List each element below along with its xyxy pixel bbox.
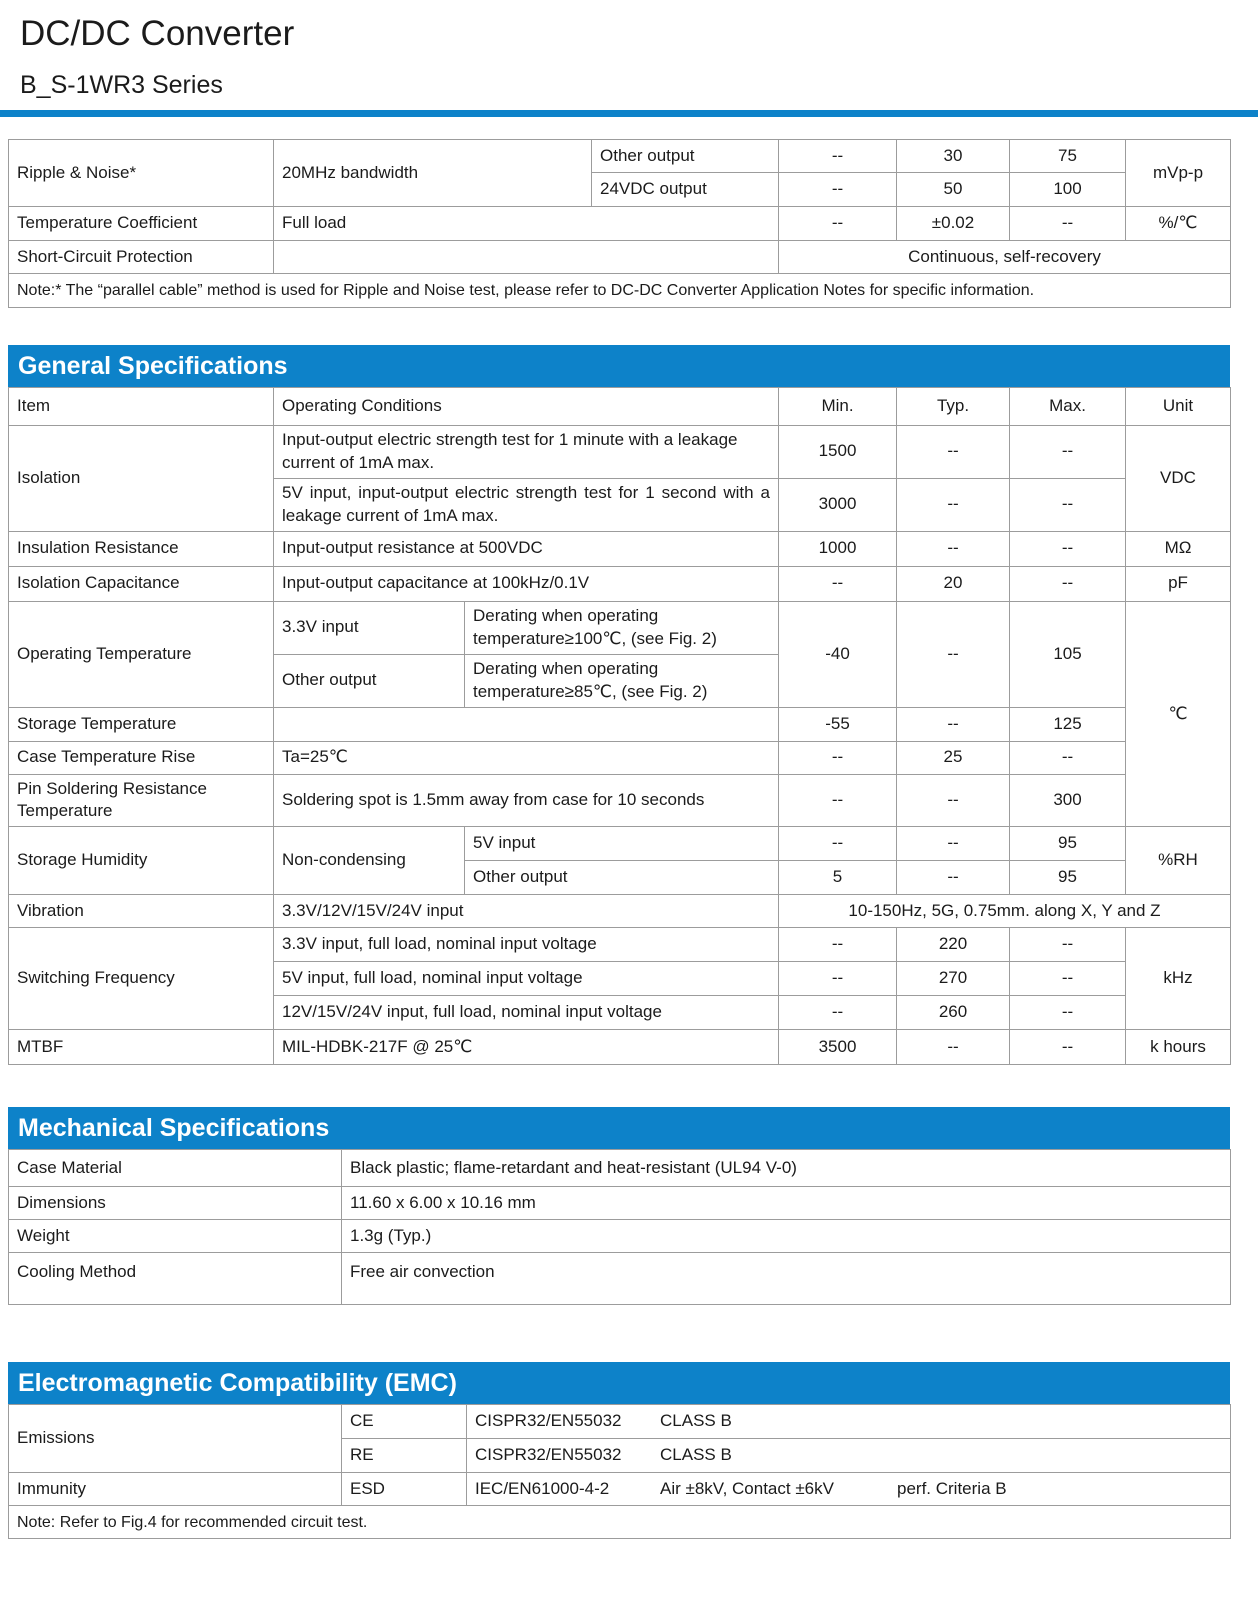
spec-item-storage-humidity: Storage Humidity [9, 827, 274, 895]
min-value: -- [779, 173, 897, 207]
min-value: -- [779, 827, 897, 861]
spec-condition: Derating when operating temperature≥100℃, (see Fig. 2) [465, 601, 779, 654]
ripple-noise-table [8, 139, 1231, 308]
spec-item-short-circuit: Short-Circuit Protection [9, 241, 274, 274]
emc-criteria: perf. Criteria B [897, 1478, 1007, 1498]
table-row [9, 426, 1231, 479]
spec-condition: Full load [274, 207, 779, 241]
max-value: 125 [1010, 707, 1126, 741]
spec-item-operating-temperature: Operating Temperature [9, 601, 274, 707]
min-value: -- [779, 140, 897, 173]
column-header-unit: Unit [1126, 388, 1231, 426]
max-value: -- [1010, 426, 1126, 479]
spec-condition [274, 707, 779, 741]
table-note: Note: Refer to Fig.4 for recommended circuit test. [9, 1506, 1231, 1539]
general-specifications-table [8, 387, 1231, 1065]
min-value: -- [779, 741, 897, 774]
unit-value: %RH [1126, 827, 1231, 895]
min-value: -40 [779, 601, 897, 707]
typ-value: -- [897, 426, 1010, 479]
merged-value: 10-150Hz, 5G, 0.75mm. along X, Y and Z [779, 895, 1231, 928]
typ-value: 260 [897, 996, 1010, 1030]
table-header-row [9, 388, 1231, 426]
spec-item-temp-coefficient: Temperature Coefficient [9, 207, 274, 241]
max-value: 105 [1010, 601, 1126, 707]
emc-standard: IEC/EN61000-4-2 [475, 1478, 610, 1498]
spec-condition: Input-output capacitance at 100kHz/0.1V [274, 566, 779, 601]
merged-value: Continuous, self-recovery [779, 241, 1231, 274]
page-title: DC/DC Converter [20, 14, 295, 53]
unit-value: %/℃ [1126, 207, 1231, 241]
unit-value-celsius: ℃ [1126, 601, 1231, 827]
table-note: Note:* The “parallel cable” method is used for Ripple and Noise test, please refer to DC-DC Converter Application Notes for specific information. [9, 274, 1231, 308]
spec-condition: MIL-HDBK-217F @ 25℃ [274, 1030, 779, 1065]
spec-item-emissions: Emissions [9, 1405, 342, 1473]
spec-condition: Ta=25℃ [274, 741, 779, 774]
table-row [9, 1220, 1231, 1253]
spec-subcondition: 5V input [465, 827, 779, 861]
max-value: 95 [1010, 861, 1126, 895]
column-header-item: Item [9, 388, 274, 426]
spec-item-case-temperature-rise: Case Temperature Rise [9, 741, 274, 774]
spec-item-storage-temperature: Storage Temperature [9, 707, 274, 741]
typ-value: -- [897, 774, 1010, 827]
max-value: -- [1010, 531, 1126, 566]
spec-item-ripple-noise: Ripple & Noise* [9, 140, 274, 207]
max-value: -- [1010, 741, 1126, 774]
spec-item-vibration: Vibration [9, 895, 274, 928]
spec-value: Black plastic; flame-retardant and heat-resistant (UL94 V-0) [342, 1150, 1231, 1187]
min-value: -55 [779, 707, 897, 741]
spec-condition: 12V/15V/24V input, full load, nominal input voltage [274, 996, 779, 1030]
spec-item-cooling-method: Cooling Method [9, 1253, 342, 1305]
spec-condition [274, 241, 779, 274]
unit-value: kHz [1126, 928, 1231, 1030]
spec-item-isolation-capacitance: Isolation Capacitance [9, 566, 274, 601]
emc-test-type: CE [342, 1405, 467, 1439]
typ-value: -- [897, 531, 1010, 566]
spec-item-immunity: Immunity [9, 1473, 342, 1506]
table-row [9, 895, 1231, 928]
typ-value: ±0.02 [897, 207, 1010, 241]
max-value: -- [1010, 566, 1126, 601]
table-row [9, 274, 1231, 308]
table-row [9, 928, 1231, 962]
min-value: -- [779, 928, 897, 962]
series-subtitle: B_S-1WR3 Series [20, 71, 223, 99]
spec-condition: Soldering spot is 1.5mm away from case for 10 seconds [274, 774, 779, 827]
max-value: 300 [1010, 774, 1126, 827]
typ-value: -- [897, 1030, 1010, 1065]
typ-value: 270 [897, 962, 1010, 996]
typ-value: 50 [897, 173, 1010, 207]
unit-value: k hours [1126, 1030, 1231, 1065]
emc-levels: Air ±8kV, Contact ±6kV [660, 1478, 834, 1498]
max-value: 75 [1010, 140, 1126, 173]
spec-value: Free air convection [342, 1253, 1231, 1305]
typ-value: 25 [897, 741, 1010, 774]
spec-subcondition: Other output [465, 861, 779, 895]
max-value: -- [1010, 478, 1126, 531]
max-value: -- [1010, 928, 1126, 962]
max-value: -- [1010, 996, 1126, 1030]
max-value: -- [1010, 207, 1126, 241]
min-value: 3000 [779, 478, 897, 531]
emc-table [8, 1404, 1231, 1539]
section-header-general-specifications: General Specifications [8, 345, 1230, 387]
spec-condition: Non-condensing [274, 827, 465, 895]
emc-test-type: ESD [342, 1473, 467, 1506]
min-value: -- [779, 207, 897, 241]
emc-standard-cell [467, 1405, 1231, 1439]
spec-condition: 3.3V/12V/15V/24V input [274, 895, 779, 928]
typ-value: -- [897, 478, 1010, 531]
table-row [9, 531, 1231, 566]
typ-value: 30 [897, 140, 1010, 173]
section-header-mechanical-specifications: Mechanical Specifications [8, 1107, 1230, 1149]
min-value: 3500 [779, 1030, 897, 1065]
max-value: 95 [1010, 827, 1126, 861]
unit-value: VDC [1126, 426, 1231, 532]
column-header-typ: Typ. [897, 388, 1010, 426]
table-row [9, 601, 1231, 654]
spec-item-pin-soldering: Pin Soldering Resistance Temperature [9, 774, 274, 827]
column-header-conditions: Operating Conditions [274, 388, 779, 426]
table-row [9, 1405, 1231, 1439]
mechanical-specifications-table [8, 1149, 1231, 1305]
max-value: -- [1010, 1030, 1126, 1065]
table-row [9, 741, 1231, 774]
spec-subcondition: Other output [274, 654, 465, 707]
spec-condition: Input-output resistance at 500VDC [274, 531, 779, 566]
table-row [9, 241, 1231, 274]
spec-subcondition: Other output [592, 140, 779, 173]
table-row [9, 1253, 1231, 1305]
emc-standard: CISPR32/EN55032 [475, 1411, 622, 1431]
spec-condition: 3.3V input, full load, nominal input voltage [274, 928, 779, 962]
spec-item-switching-frequency: Switching Frequency [9, 928, 274, 1030]
min-value: -- [779, 996, 897, 1030]
table-row [9, 140, 1231, 173]
table-row [9, 1473, 1231, 1506]
column-header-max: Max. [1010, 388, 1126, 426]
emc-class: CLASS B [660, 1445, 732, 1465]
column-header-min: Min. [779, 388, 897, 426]
spec-condition: Derating when operating temperature≥85℃, (see Fig. 2) [465, 654, 779, 707]
typ-value: -- [897, 861, 1010, 895]
table-row [9, 1150, 1231, 1187]
table-row [9, 827, 1231, 861]
spec-condition: 5V input, input-output electric strength test for 1 second with a leakage current of 1mA max. [274, 478, 779, 531]
table-row [9, 1030, 1231, 1065]
typ-value: 20 [897, 566, 1010, 601]
max-value: -- [1010, 962, 1126, 996]
min-value: 1500 [779, 426, 897, 479]
spec-value: 1.3g (Typ.) [342, 1220, 1231, 1253]
typ-value: -- [897, 601, 1010, 707]
table-row [9, 707, 1231, 741]
spec-item-dimensions: Dimensions [9, 1187, 342, 1220]
unit-value: pF [1126, 566, 1231, 601]
min-value: 5 [779, 861, 897, 895]
spec-item-mtbf: MTBF [9, 1030, 274, 1065]
emc-test-type: RE [342, 1439, 467, 1473]
emc-standard-cell [467, 1439, 1231, 1473]
max-value: 100 [1010, 173, 1126, 207]
min-value: -- [779, 774, 897, 827]
typ-value: 220 [897, 928, 1010, 962]
min-value: -- [779, 566, 897, 601]
table-row [9, 566, 1231, 601]
emc-standard-cell [467, 1473, 1231, 1506]
emc-class: CLASS B [660, 1411, 732, 1431]
min-value: 1000 [779, 531, 897, 566]
table-row [9, 1506, 1231, 1539]
min-value: -- [779, 962, 897, 996]
spec-condition: 20MHz bandwidth [274, 140, 592, 207]
table-row [9, 207, 1231, 241]
spec-condition: 5V input, full load, nominal input voltage [274, 962, 779, 996]
spec-item-isolation: Isolation [9, 426, 274, 532]
table-row [9, 774, 1231, 827]
section-header-emc: Electromagnetic Compatibility (EMC) [8, 1362, 1230, 1404]
spec-condition: Input-output electric strength test for 1 minute with a leakage current of 1mA max. [274, 426, 779, 479]
spec-item-weight: Weight [9, 1220, 342, 1253]
spec-item-insulation-resistance: Insulation Resistance [9, 531, 274, 566]
spec-subcondition: 24VDC output [592, 173, 779, 207]
unit-value: MΩ [1126, 531, 1231, 566]
typ-value: -- [897, 707, 1010, 741]
spec-subcondition: 3.3V input [274, 601, 465, 654]
unit-value: mVp-p [1126, 140, 1231, 207]
spec-item-case-material: Case Material [9, 1150, 342, 1187]
emc-standard: CISPR32/EN55032 [475, 1445, 622, 1465]
spec-value: 11.60 x 6.00 x 10.16 mm [342, 1187, 1231, 1220]
table-row [9, 1187, 1231, 1220]
title-divider-rule [0, 110, 1258, 117]
typ-value: -- [897, 827, 1010, 861]
